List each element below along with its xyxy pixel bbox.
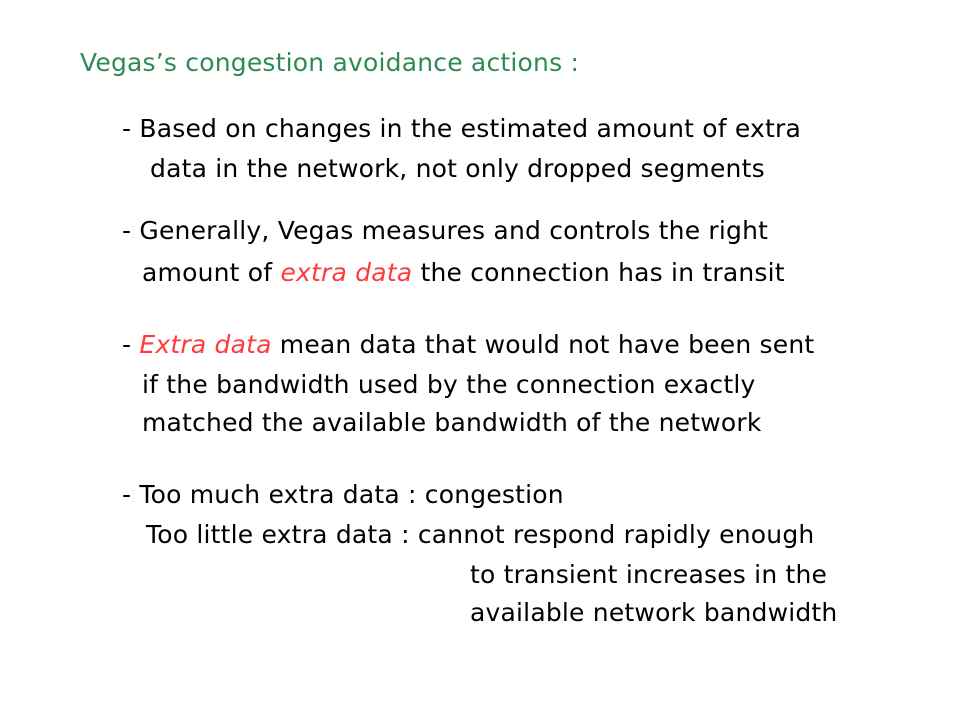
bullet-4-line-3: to transient increases in the — [470, 560, 828, 589]
bullet-2-text-pre: amount of — [142, 258, 281, 287]
slide-title: Vegas’s congestion avoidance actions : — [80, 48, 580, 77]
bullet-2-line-2 — [142, 254, 785, 292]
bullet-3-dash: - — [122, 330, 140, 359]
extra-data-term-highlight: Extra data — [139, 330, 272, 359]
bullet-3-line-1 — [122, 326, 814, 364]
bullet-4-line-1: - Too much extra data : congestion — [122, 480, 564, 509]
bullet-2-text-post: the connection has in transit — [412, 258, 785, 287]
bullet-3-line-3: matched the available bandwidth of the network — [142, 408, 762, 437]
bullet-4-line-2: Too little extra data : cannot respond rapidly enough — [146, 520, 815, 549]
extra-data-highlight: extra data — [280, 258, 413, 287]
bullet-4-line-4: available network bandwidth — [470, 598, 838, 627]
bullet-1-line-1: - Based on changes in the estimated amount of extra — [122, 114, 802, 143]
bullet-3-text-post: mean data that would not have been sent — [271, 330, 815, 359]
bullet-2-line-1: - Generally, Vegas measures and controls the right — [122, 216, 769, 245]
bullet-1-line-2: data in the network, not only dropped segments — [150, 154, 765, 183]
bullet-3-line-2: if the bandwidth used by the connection exactly — [142, 370, 756, 399]
